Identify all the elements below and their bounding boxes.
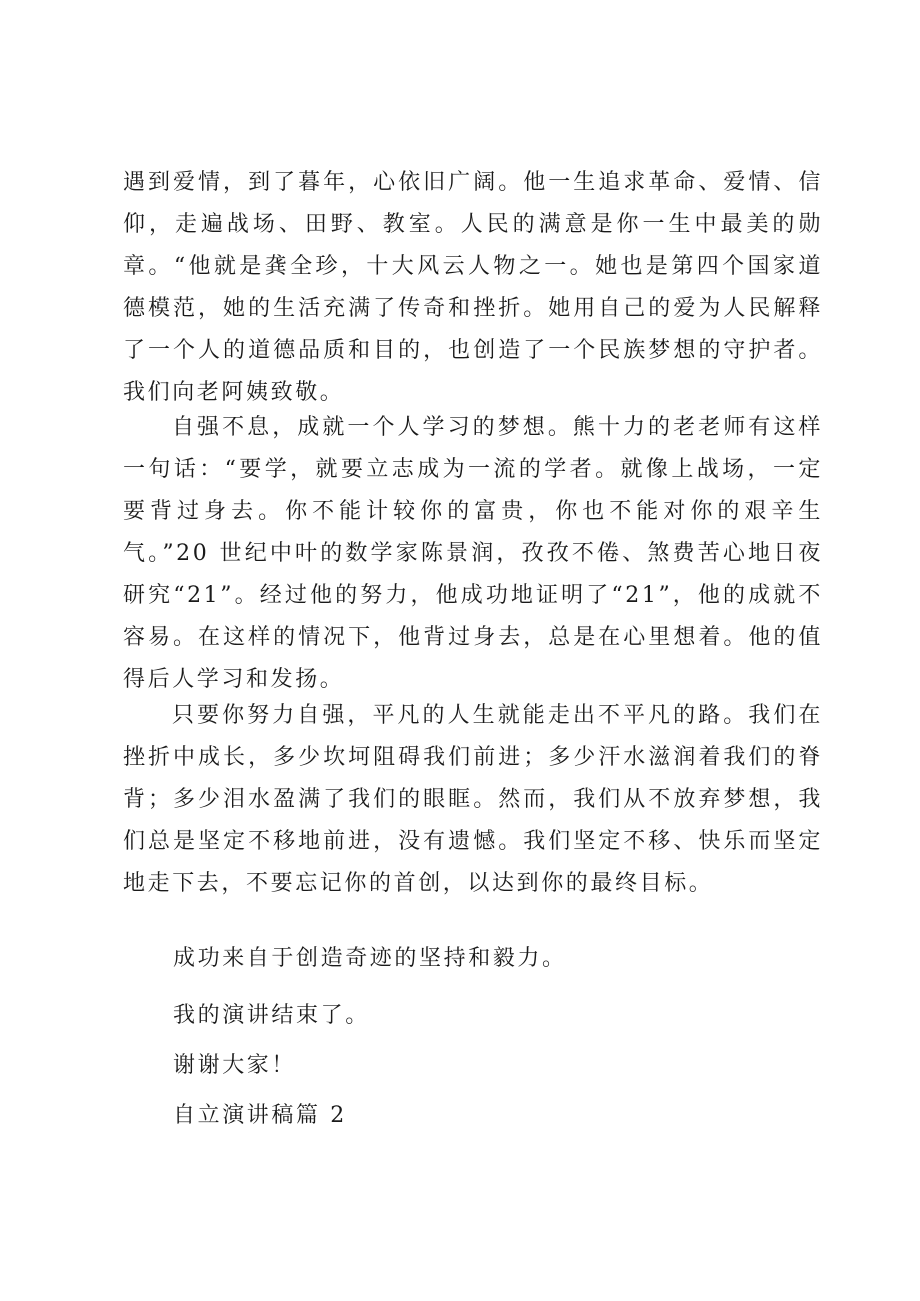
closing-line-thanks: 谢谢大家！ <box>173 1053 297 1078</box>
next-section-title: 自立演讲稿篇 2 <box>173 1103 347 1128</box>
paragraph-3: 只要你努力自强，平凡的人生就能走出不平凡的路。我们在挫折中成长，多少坎坷阻碍我们前进；多少汗水滋润着我们的脊背；多少泪水盈满了我们的眼眶。然而，我们从不放弃梦想，我们总是坚定不移地前进，没有遗憾。我们坚定不移、快乐而坚定地走下去，不要忘记你的首创，以达到你的最终目标。 <box>123 703 823 896</box>
paragraph-2: 自强不息，成就一个人学习的梦想。熊十力的老老师有这样一句话：“要学，就要立志成为一流的学者。就像上战场，一定要背过身去。你不能计较你的富贵，你也不能对你的艰辛生气。”20 世纪中叶的数学家陈景润，孜孜不倦、煞费苦心地日夜研究“21”。经过他的努力，他成功地证明了“21”，他的成就不容易。在这样的情况下，他背过身去，总是在心里想着。他的值得后人学习和发扬。 <box>123 415 823 692</box>
closing-line-success: 成功来自于创造奇迹的坚持和毅力。 <box>173 946 567 971</box>
paragraph-1: 遇到爱情，到了暮年，心依旧广阔。他一生追求革命、爱情、信仰，走遍战场、田野、教室。人民的满意是你一生中最美的勋章。“他就是龚全珍，十大风云人物之一。她也是第四个国家道德模范，她的生活充满了传奇和挫折。她用自己的爱为人民解释了一个人的道德品质和目的，也创造了一个民族梦想的守护者。我们向老阿姨致敬。 <box>123 170 823 405</box>
closing-line-end: 我的演讲结束了。 <box>173 1003 370 1028</box>
